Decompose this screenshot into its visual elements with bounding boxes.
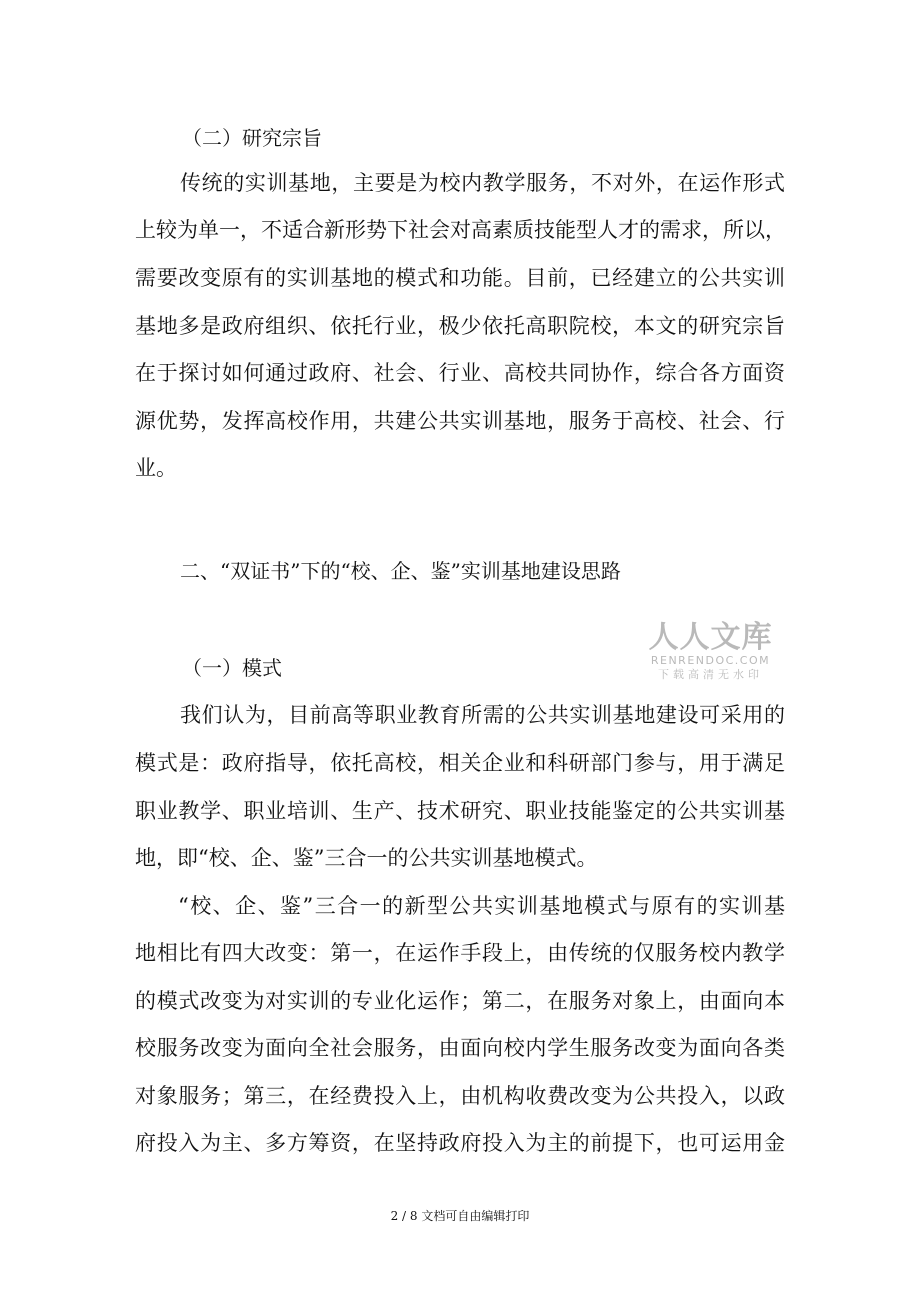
renrendoc-watermark xyxy=(648,622,773,682)
paragraph-line: 的模式改变为对实训的专业化运作；第二，在服务对象上，由面向本 xyxy=(135,989,785,1013)
paragraph-line: 需要改变原有的实训基地的模式和功能。目前，已经建立的公共实训 xyxy=(135,266,785,290)
watermark-subtitle: 下载高清无水印 xyxy=(658,668,763,681)
watermark-title: 人人文库 xyxy=(648,620,773,655)
paragraph-line: 源优势，发挥高校作用，共建公共实训基地，服务于高校、社会、行 xyxy=(135,409,785,433)
paragraph-line: 基地多是政府组织、依托行业，极少依托高职院校，本文的研究宗旨 xyxy=(135,314,785,338)
section-heading-research-purpose: （二）研究宗旨 xyxy=(182,126,322,150)
paragraph-line: 我们认为，目前高等职业教育所需的公共实训基地建设可采用的 xyxy=(180,703,785,727)
paragraph-line: 地，即“校、企、鉴”三合一的公共实训基地模式。 xyxy=(135,846,598,870)
section-heading-base-construction: 二、“双证书”下的“校、企、鉴”实训基地建设思路 xyxy=(180,559,621,583)
paragraph-line: 传统的实训基地，主要是为校内教学服务，不对外，在运作形式 xyxy=(180,171,785,195)
paragraph-line: “校、企、鉴”三合一的新型公共实训基地模式与原有的实训基 xyxy=(178,894,785,918)
paragraph-line: 校服务改变为面向全社会服务，由面向校内学生服务改变为面向各类 xyxy=(135,1036,785,1060)
paragraph-line: 业。 xyxy=(135,456,177,480)
section-heading-model: （一）模式 xyxy=(182,656,282,680)
paragraph-line: 府投入为主、多方筹资，在坚持政府投入为主的前提下，也可运用金 xyxy=(135,1131,785,1155)
paragraph-line: 上较为单一，不适合新形势下社会对高素质技能型人才的需求，所以， xyxy=(135,218,786,242)
watermark-url: RENRENDOC.COM xyxy=(650,654,771,667)
paragraph-line: 职业教学、职业培训、生产、技术研究、职业技能鉴定的公共实训基 xyxy=(135,799,785,823)
paragraph-line: 对象服务；第三，在经费投入上，由机构收费改变为公共投入，以政 xyxy=(135,1084,785,1108)
page-footer: 2 / 8 文档可自由编辑打印 xyxy=(390,1209,530,1223)
paragraph-line: 地相比有四大改变：第一，在运作手段上，由传统的仅服务校内教学 xyxy=(135,941,785,965)
paragraph-line: 在于探讨如何通过政府、社会、行业、高校共同协作，综合各方面资 xyxy=(135,361,785,385)
paragraph-line: 模式是：政府指导，依托高校，相关企业和科研部门参与，用于满足 xyxy=(135,751,785,775)
